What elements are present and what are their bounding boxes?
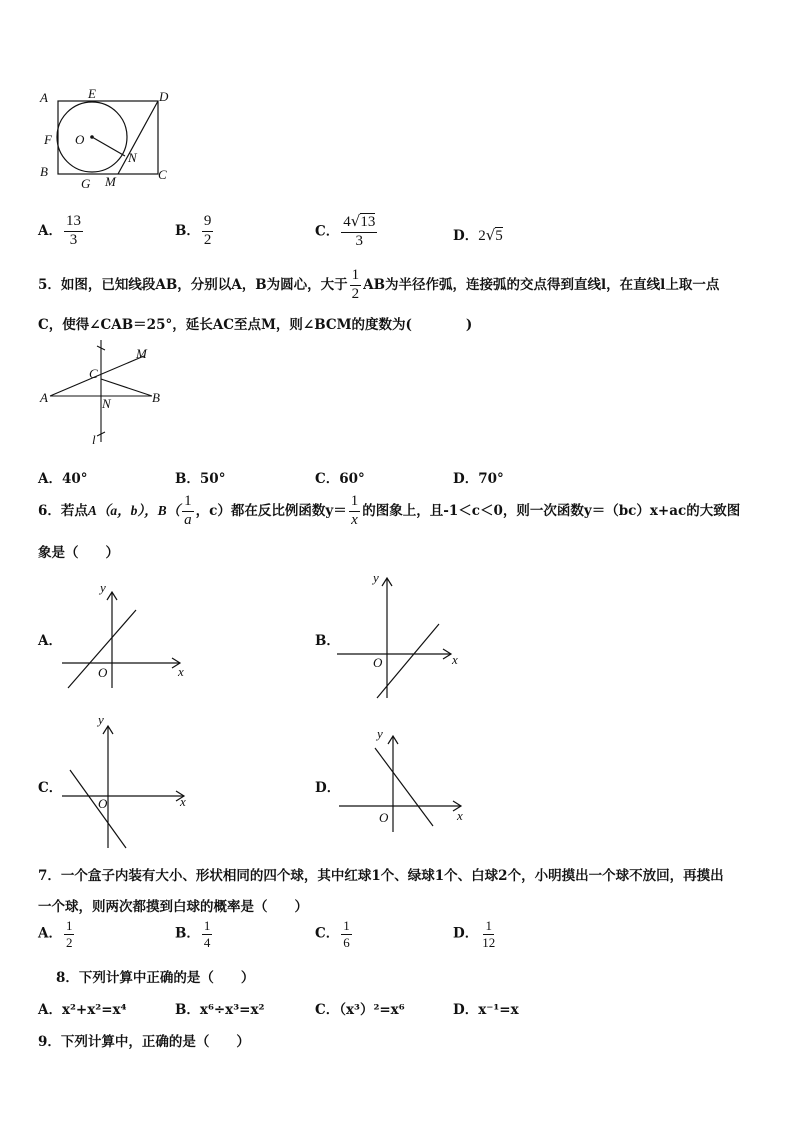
q6b-label-y: y <box>373 570 379 585</box>
q6-option-d-label[interactable]: D． <box>315 780 341 796</box>
q5-option-d[interactable]: D．70° <box>453 471 504 487</box>
q6a-label-y: y <box>100 580 106 595</box>
q9-stem: 9．下列计算中，正确的是（ ） <box>38 1034 250 1050</box>
q7-option-b[interactable]: B． $\frac{1}{4}$ <box>175 918 211 950</box>
q6-graph-c[interactable] <box>58 712 198 852</box>
q7-option-a[interactable]: A． $\frac{1}{2}$ <box>38 918 73 950</box>
q8-option-b[interactable]: B．x⁶÷x³=x² <box>175 1002 265 1018</box>
q6-graph-b[interactable] <box>335 570 475 702</box>
q8-stem: 8．下列计算中正确的是（ ） <box>56 970 255 986</box>
q4-label-D: D <box>159 89 169 104</box>
q4-rectangle <box>58 101 158 174</box>
q6a-label-x: x <box>178 664 184 679</box>
q4-label-E: E <box>88 86 96 101</box>
q5-option-c[interactable]: C．60° <box>315 471 365 487</box>
q5-label-B: B <box>152 390 160 405</box>
q8-option-a[interactable]: A．x²+x²=x⁴ <box>38 1002 127 1018</box>
q8-option-c[interactable]: C．（x³）²=x⁶ <box>315 1002 405 1018</box>
q6a-label-o: O <box>98 665 108 680</box>
q5-stem-line1: 5．如图，已知线段AB，分别以A，B为圆心，大于 $\frac{1}{2}$ AB为半径作弧，连接弧的交点得到直线l，在直线l上取一点 <box>38 267 720 302</box>
q4-tangent-line <box>118 101 158 174</box>
q4-label-F: F <box>44 132 52 147</box>
q6b-graph-line <box>377 624 439 698</box>
q6-graph-a[interactable] <box>58 578 198 693</box>
q5-label-N: N <box>102 396 111 411</box>
q5-option-b[interactable]: B．50° <box>175 471 226 487</box>
q6b-label-x: x <box>452 652 458 667</box>
q6c-label-y: y <box>98 712 104 727</box>
q7-option-c[interactable]: C． $\frac{1}{6}$ <box>315 918 350 950</box>
q4-option-b[interactable]: B． $\frac{9}{2}$ <box>175 213 212 248</box>
q4-option-d[interactable]: D．2√5 <box>453 226 503 244</box>
q5-label-C: C <box>89 366 98 381</box>
q6-option-c-label[interactable]: C． <box>38 780 63 796</box>
q6-option-b-label[interactable]: B． <box>315 633 340 649</box>
q5-label-A: A <box>40 390 48 405</box>
q5-label-M: M <box>136 346 147 361</box>
q4-radius-line <box>92 137 125 156</box>
q6c-label-x: x <box>180 794 186 809</box>
q7-stem-line2: 一个球，则两次都摸到白球的概率是（ ） <box>38 899 308 915</box>
q4-label-M: M <box>105 174 116 189</box>
q4-label-G: G <box>81 176 91 191</box>
q6-option-a-label[interactable]: A． <box>38 633 62 649</box>
q8-option-d[interactable]: D．x⁻¹=x <box>453 1002 519 1018</box>
q4-label-O: O <box>75 132 85 147</box>
q6-stem-line2: 象是（ ） <box>38 545 119 561</box>
q5-label-l: l <box>92 432 96 446</box>
q5-figure <box>36 336 176 446</box>
q7-stem-line1: 7．一个盒子内装有大小、形状相同的四个球，其中红球1个、绿球1个、白球2个，小明摸出一个球不放回，再摸出 <box>38 868 724 884</box>
q4-center-dot <box>90 135 94 139</box>
q4-option-c[interactable]: C． $\frac{4√13}{3}$ <box>315 212 376 249</box>
q5-segment-CB <box>101 379 152 396</box>
q6b-label-o: O <box>373 655 383 670</box>
q6-graph-d[interactable] <box>335 724 475 836</box>
q6-stem-line1: 6．若点A（a，b），B（ $\frac{1}{a}$ ，c）都在反比例函数y＝ $\frac{1}{x}$ 的图象上，且-1＜c＜0，则一次函数y＝（bc）x+ac的大致图 <box>38 493 741 528</box>
q4-figure <box>36 84 186 194</box>
q4-label-B: B <box>40 164 48 179</box>
q4-label-C: C <box>158 167 167 182</box>
q6d-label-y: y <box>377 726 383 741</box>
q4-option-a[interactable]: A． $\frac{13}{3}$ <box>38 213 81 248</box>
q5-stem-line2: C，使得∠CAB＝25°，延长AC至点M，则∠BCM的度数为( ) <box>38 317 473 333</box>
q7-option-d[interactable]: D． $\frac{1}{12}$ <box>453 918 496 950</box>
q4-label-N: N <box>128 150 137 165</box>
q6d-label-x: x <box>457 808 463 823</box>
q6c-label-o: O <box>98 796 108 811</box>
q4-label-A: A <box>40 90 48 105</box>
q5-option-a[interactable]: A．40° <box>38 471 88 487</box>
q6d-label-o: O <box>379 810 389 825</box>
